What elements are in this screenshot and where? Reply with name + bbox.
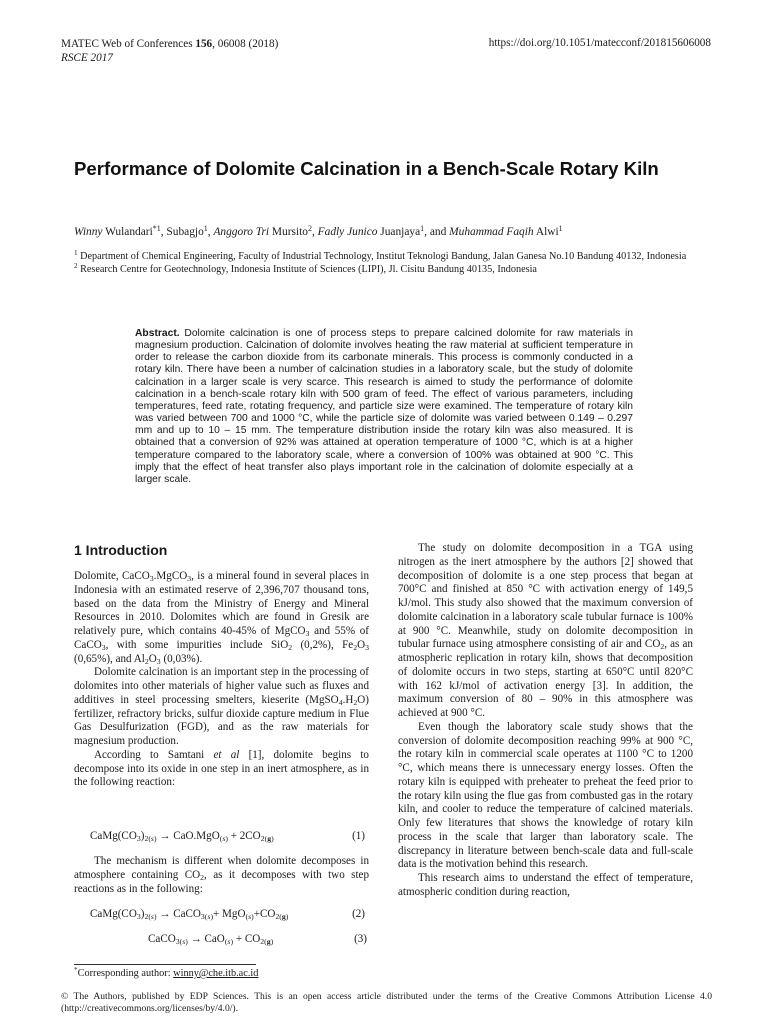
author-family-name: Wulandari (102, 226, 153, 238)
abstract-text: Dolomite calcination is one of process steps to prepare calcined dolomite for raw materials in magnesium production. Calcination of dolomite involves heating the raw material at sufficient temperature in order to release the carbon dioxide from its carbonate minerals. This process is commonly conducted in a rotary kiln. There have been a number of calcination studies in a laboratory scale, but the study of dolomite calcination in a larger scale is very scarce. This research is aimed to study the performance of dolomite calcination in a bench-scale rotary kiln with 500 gram of feed. The effect of various parameters, including temperatures, feed rate, rotating frequency, and particle size were examined. The temperature of rotary kiln was varied between 700 and 1000 °C, while the particle size of dolomite was varied between 0.149 – 0.297 mm and up to 10 – 15 mm. The temperature distribution inside the rotary kiln was also measured. It is obtained that a conversion of 92% was attained at operation temperature of 1000 °C, which is at a higher temperature compared to the laboratory scale, where a conversion of 100% was obtained at 900 °C. This imply that the effect of heat transfer also plays important role in the calcination of dolomite especially at a larger scale. (135, 328, 633, 485)
author-list (74, 226, 563, 238)
text-run: and 55% of CaCO (74, 625, 369, 651)
text-run: (0,65%), and Al (74, 652, 145, 665)
text-run: The study on dolomite decomposition in a TGA using nitrogen as the inert atmosphere by the authors [2] showed that decomposition of dolomite is a one step process that began at 700°C and finished at 850 °C with activation energy of 149,5 kJ/mol. This study also showed that the maximum conversion of dolomite calcination in a laboratory scale tubular furnace is 100% at 900 °C. Meanwhile, study on dolomite decomposition in tubular furnace using atmosphere consisting of air and CO (398, 542, 693, 651)
text-run: O (148, 652, 157, 665)
text-run: , as it decomposes with two step reactions as in the following: (74, 868, 369, 895)
subscript: 3 (149, 574, 154, 583)
author-family-name: Alwi (533, 226, 559, 238)
paragraph (398, 542, 693, 721)
equation-3 (74, 933, 369, 949)
equation-number: (3) (354, 933, 367, 945)
left-column (74, 570, 369, 814)
author (213, 226, 317, 238)
author (166, 226, 213, 238)
paragraph (74, 570, 369, 666)
author (74, 226, 166, 238)
conference-name: RSCE 2017 (61, 52, 113, 64)
text-run: , with some impurities include SiO (105, 638, 289, 651)
paragraph (74, 666, 369, 749)
author-affiliation-mark: 1 (203, 224, 208, 233)
affiliation-item (74, 263, 694, 276)
text-run: The mechanism is different when dolomite decomposes in atmosphere containing CO (74, 855, 369, 881)
footnote-mark: * (74, 966, 78, 974)
paragraph (74, 749, 369, 790)
author-family-name: Juanjaya (377, 226, 421, 238)
license-text: © The Authors, published by EDP Sciences. This is an open access article distributed under the terms of the Creative Commons Attribution License 4.0 (http://creativecommons.org/licenses/by/4.0/). (61, 991, 712, 1014)
author-affiliation-mark: *1 (152, 224, 161, 233)
author-given-name: Anggoro Tri (213, 226, 270, 238)
subscript: 2 (660, 642, 665, 652)
paragraph: This research aims to understand the effect of temperature, atmospheric condition during reaction, (398, 872, 693, 898)
subscript: 3 (101, 642, 106, 652)
author-given-name: Muhammad Faqih (449, 226, 534, 238)
subscript: 3 (187, 574, 192, 583)
subscript: 2 (144, 656, 149, 666)
affiliation-text: Research Centre for Geotechnology, Indonesia Institute of Sciences (LIPI), Jl. Cisitu Bandung 40135, Indonesia (77, 264, 537, 275)
author-given-name: Fadly Junico (317, 226, 378, 238)
author-separator: , (160, 226, 167, 238)
abstract-label: Abstract. (135, 328, 180, 339)
section-heading-introduction: 1 Introduction (74, 542, 168, 558)
author-separator: , and (424, 226, 450, 238)
text-run: (0,2%), Fe (292, 638, 354, 651)
equation-body: CaCO$_{3(s)}$ → $CaO_{(s)} + CO_{2(g)}$ (148, 933, 274, 946)
affiliation-item (74, 250, 694, 263)
text-run: Dolomite, CaCO (74, 570, 150, 582)
paper-title: Performance of Dolomite Calcination in a Bench-Scale Rotary Kiln (74, 158, 659, 179)
text-run: O) fertilizer, refractory bricks, sulfur dioxide capture medium in Flue Gas Desulfurization (FGD), and as the raw materials for magnesium production. (74, 693, 369, 747)
author (449, 226, 562, 238)
affiliation-text: Department of Chemical Engineering, Faculty of Industrial Technology, Institut Teknologi Bandung, Jalan Ganesa No.10 Bandung 40132, Indonesia (77, 251, 687, 262)
author-affiliation-mark: 1 (558, 224, 563, 233)
subscript: 2 (353, 642, 358, 652)
journal-name: MATEC Web of Conferences (61, 38, 196, 50)
author (318, 226, 449, 238)
left-column-continued (74, 855, 369, 896)
text-run: (0,03%). (160, 652, 203, 665)
subscript: 2 (288, 642, 293, 652)
subscript: 2 (200, 872, 205, 882)
footnote (74, 968, 258, 979)
article-number: , 06008 (2018) (212, 38, 279, 50)
text-run: , as an atmospheric replication in rotary kiln, shows that decomposition of dolomite occurs in two steps, starting at 650°C until 820°C with 162 kJ/mol of activation energy [3]. In addition, the maximum conversion of 80 – 90% in this atmosphere was achieved at 900 °C. (398, 638, 693, 719)
affiliation-number: 2 (74, 262, 78, 270)
paragraph: Even though the laboratory scale study shows that the conversion of dolomite decomposition reaching 99% at 900 °C, the rotary kiln in commercial scale operates at 1100 °C to 1200 °C, which means there is unnecessary energy losses. Often the rotary kiln is equipped with preheater to preheat the feed prior to the rotary kiln using the flue gas from combusted gas in the rotary kiln, and cooler to reduce the temperature of calcined materials. Only few literatures that shows the knowledge of rotary kiln process in the scale that larger than laboratory scale. The discrepancy in literature between bench-scale data and full-scale data is the motivation behind this research. (398, 720, 693, 871)
equation-1 (74, 830, 369, 846)
equation-body: $CaMg(CO_3)_{2(s)} \to CaO.MgO_{(s)} + 2CO_{2(g)}$ (90, 830, 274, 843)
text-run: [1], dolomite begins to decompose into its oxide in one step in an inert atmosphere, as in the following reaction: (74, 748, 369, 789)
author-separator: , (207, 226, 214, 238)
subscript: 3 (156, 656, 161, 666)
subscript: 4 (338, 697, 343, 707)
subscript: 2 (353, 697, 358, 707)
author-family-name: Subagjo (166, 226, 204, 238)
equation-body: $CaMg(CO_3)_{2(s)}$ → CaCO$_{3(s)}$+ $MgO_{(s)}+CO_{2(g)}$ (90, 908, 289, 921)
text-run: O (357, 638, 366, 651)
affiliation-number: 1 (74, 249, 78, 257)
author-affiliation-mark: 2 (307, 224, 312, 233)
footnote-rule (74, 964, 256, 965)
author-separator: , (311, 226, 318, 238)
corresponding-email-link[interactable]: winny@che.itb.ac.id (173, 968, 259, 979)
text-run: , is a mineral found in several places in Indonesia with an estimated reserve of 2,396,707 thousand tons, based on the data from the Ministry of Energy and Mineral Resources in 2010. Dolomites which are found in Gresik are relatively pure, which contains 40-45% of MgCO (74, 570, 370, 637)
equation-2 (74, 908, 369, 924)
affiliations (74, 250, 694, 276)
text-run: et al (213, 748, 240, 761)
journal-citation (61, 37, 278, 51)
author-family-name: Mursito (269, 226, 308, 238)
text-run: .H (342, 693, 354, 706)
volume: 156 (195, 38, 213, 50)
subscript: 3 (365, 642, 369, 652)
author-given-name: Winny (74, 226, 103, 238)
text-run: .MgCO (153, 570, 188, 582)
subscript: 3 (305, 629, 310, 638)
equation-number: (2) (352, 908, 365, 920)
equation-number: (1) (352, 830, 365, 842)
paragraph (74, 855, 369, 896)
text-run: Dolomite calcination is an important step in the processing of dolomites into other materials of higher value such as fluxes and additives in steel processing smelters, kieserite (MgSO (74, 666, 369, 706)
author-affiliation-mark: 1 (420, 224, 425, 233)
running-header (61, 37, 278, 65)
text-run: According to Samtani (94, 748, 214, 761)
doi-link[interactable]: https://doi.org/10.1051/matecconf/201815606008 (488, 37, 711, 49)
right-column (398, 542, 693, 900)
abstract (135, 328, 633, 486)
footnote-label: Corresponding author: (77, 968, 174, 979)
